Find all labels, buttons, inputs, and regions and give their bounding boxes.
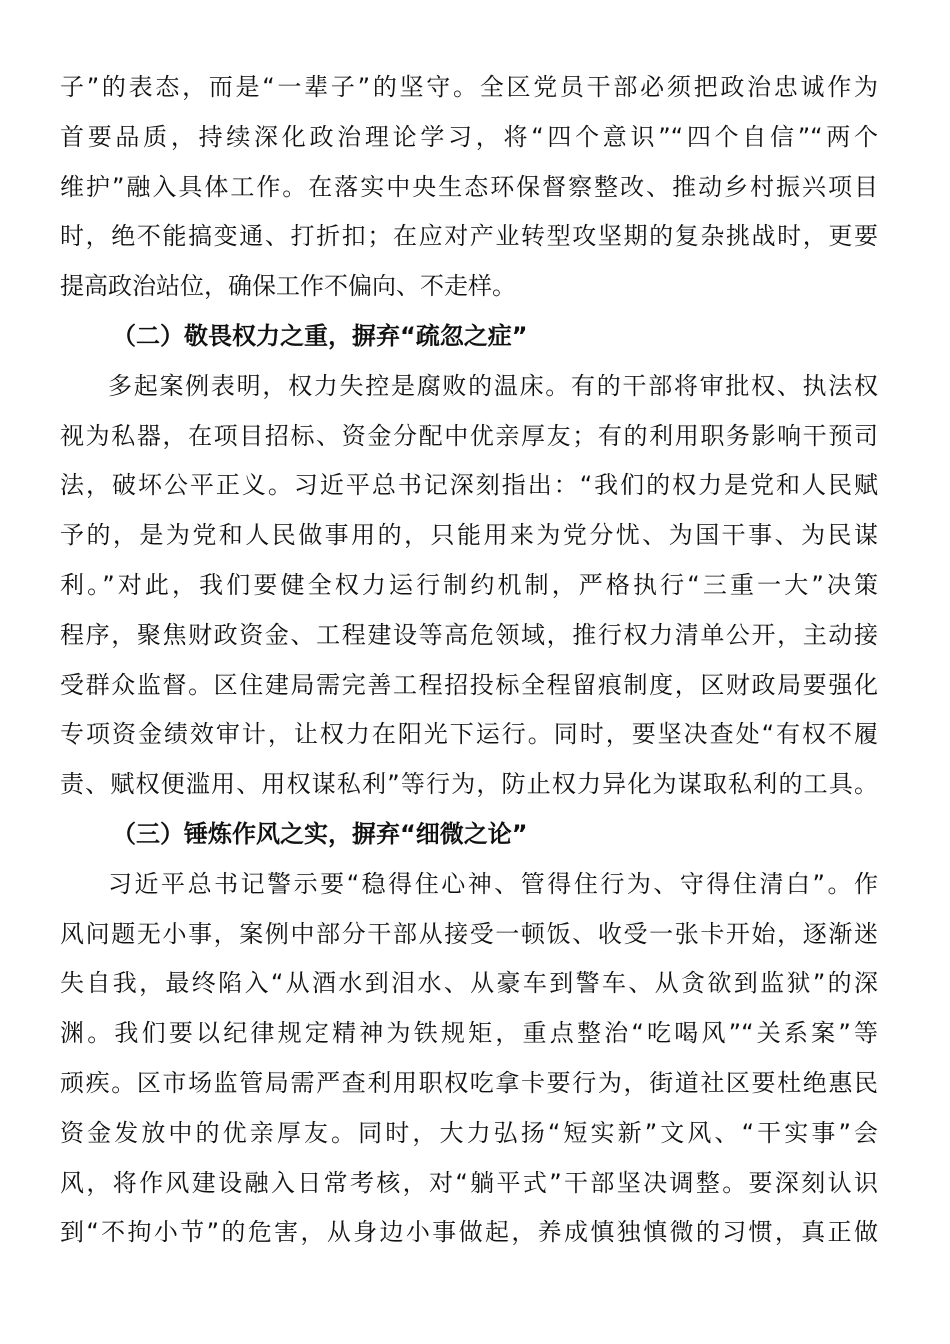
text-line: 提高政治站位，确保工作不偏向、不走样。	[60, 272, 516, 301]
text-line: 顽疾。区市场监管局需严查利用职权吃拿卡要行为，街道社区要杜绝惠民	[60, 1068, 878, 1097]
text-line: 时，绝不能搞变通、打折扣；在应对产业转型攻坚期的复杂挑战时，更要	[60, 222, 878, 251]
text-line: 利。”对此，我们要健全权力运行制约机制，严格执行“三重一大”决策	[60, 570, 878, 599]
text-line: 资金发放中的优亲厚友。同时，大力弘扬“短实新”文风、“干实事”会	[60, 1118, 878, 1147]
text-line: 风问题无小事，案例中部分干部从接受一顿饭、收受一张卡开始，逐渐迷	[60, 919, 878, 948]
section-heading: （三）锤炼作风之实，摒弃“细微之论”	[112, 819, 528, 848]
text-line: 专项资金绩效审计，让权力在阳光下运行。同时，要坚决查处“有权不履	[60, 720, 878, 749]
text-line: 责、赋权便滥用、用权谋私利”等行为，防止权力异化为谋取私利的工具。	[60, 770, 878, 799]
text-line: 程序，聚焦财政资金、工程建设等高危领域，推行权力清单公开，主动接	[60, 620, 878, 649]
text-line: 多起案例表明，权力失控是腐败的温床。有的干部将审批权、执法权	[108, 371, 878, 400]
text-line: 受群众监督。区住建局需完善工程招投标全程留痕制度，区财政局要强化	[60, 670, 878, 699]
text-line: 维护”融入具体工作。在落实中央生态环保督察整改、推动乡村振兴项目	[60, 172, 878, 201]
text-line: 习近平总书记警示要“稳得住心神、管得住行为、守得住清白”。作	[108, 869, 878, 898]
text-line: 失自我，最终陷入“从酒水到泪水、从豪车到警车、从贪欲到监狱”的深	[60, 969, 878, 998]
document-body	[60, 63, 878, 1258]
text-line: 子”的表态，而是“一辈子”的坚守。全区党员干部必须把政治忠诚作为	[60, 73, 878, 101]
text-line: 视为私器，在项目招标、资金分配中优亲厚友；有的利用职务影响干预司	[60, 421, 878, 450]
text-line: 风，将作风建设融入日常考核，对“躺平式”干部坚决调整。要深刻认识	[60, 1168, 878, 1197]
text-line: 法，破坏公平正义。习近平总书记深刻指出：“我们的权力是党和人民赋	[60, 471, 878, 500]
text-line: 予的，是为党和人民做事用的，只能用来为党分忧、为国干事、为民谋	[60, 521, 878, 550]
section-heading: （二）敬畏权力之重，摒弃“疏忽之症”	[112, 321, 528, 350]
text-line: 首要品质，持续深化政治理论学习，将“四个意识”“四个自信”“两个	[60, 122, 878, 151]
text-line: 到“不拘小节”的危害，从身边小事做起，养成慎独慎微的习惯，真正做	[60, 1218, 878, 1247]
text-line: 渊。我们要以纪律规定精神为铁规矩，重点整治“吃喝风”“关系案”等	[60, 1019, 878, 1048]
